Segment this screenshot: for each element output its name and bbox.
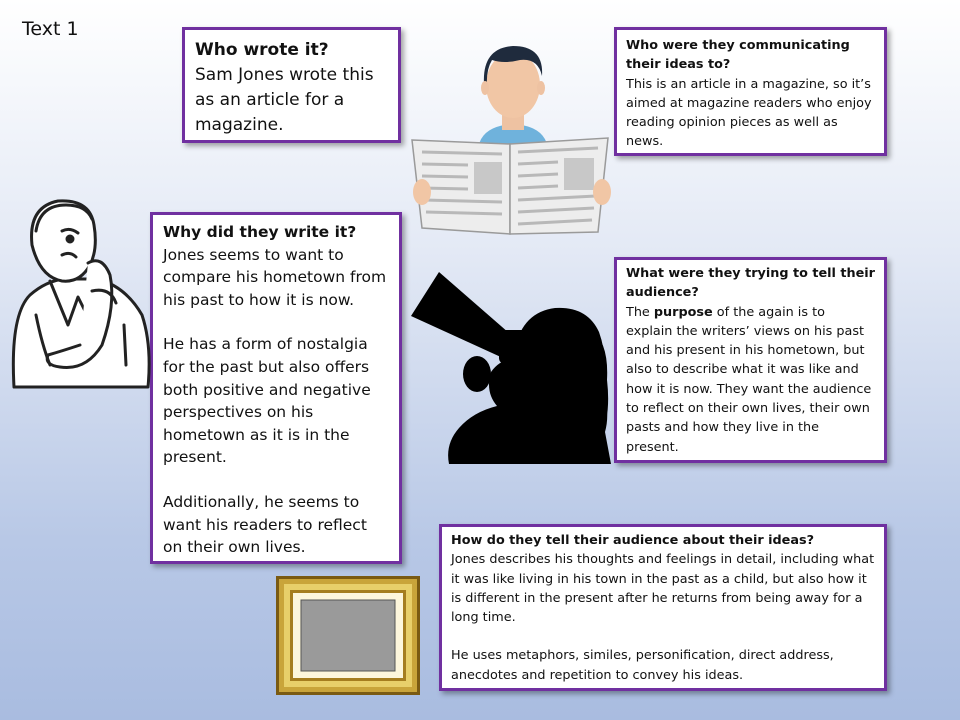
megaphone-person-icon	[405, 268, 615, 464]
who-wrote-text: Sam Jones wrote this as an article for a magazine.	[195, 65, 374, 135]
purpose-heading: What were they trying to tell their audience?	[626, 266, 875, 301]
methods-paragraph-2: He uses metaphors, similes, personification, direct address, anecdotes and repetition to convey his ideas.	[451, 648, 834, 683]
purpose-text	[626, 303, 875, 457]
purpose-emphasis: purpose	[653, 304, 713, 320]
why-write-paragraph-3: Additionally, he seems to want his readers to reflect on their own lives.	[163, 492, 367, 557]
methods-heading: How do they tell their audience about their ideas?	[451, 533, 815, 548]
newspaper-reader-icon	[408, 40, 618, 236]
audience-text: This is an article in a magazine, so it’s aimed at magazine readers who enjoy reading opinion pieces as well as news.	[626, 76, 872, 150]
methods-paragraph-1: Jones describes his thoughts and feelings in detail, including what it was like living in his town in the past as a child, but also how it is different in the present after he returns from being away for a long time.	[451, 552, 875, 626]
audience-heading: Who were they communicating their ideas to?	[626, 38, 850, 73]
why-write-box	[150, 212, 402, 564]
thinking-man-icon	[6, 195, 154, 390]
why-write-paragraph-1: Jones seems to want to compare his hometown from his past to how it is now.	[163, 245, 387, 309]
methods-box	[439, 524, 887, 691]
audience-box	[614, 27, 887, 156]
who-wrote-box	[182, 27, 401, 143]
purpose-body: of the again is to explain the writers’ views on his past and his present in his hometown, but also to describe what it was like and how it is now. They want the audience to reflect on their own lives, their own pasts and how they live in the present.	[626, 304, 872, 455]
why-write-paragraph-2: He has a form of nostalgia for the past but also offers both positive and negative perspectives on his hometown as it is in the present.	[163, 335, 371, 467]
who-wrote-heading: Who wrote it?	[195, 40, 329, 60]
purpose-box	[614, 257, 887, 463]
picture-frame-icon	[276, 576, 420, 695]
purpose-lead: The	[626, 304, 654, 320]
slide-title: Text 1	[22, 18, 79, 40]
why-write-heading: Why did they write it?	[163, 223, 357, 241]
